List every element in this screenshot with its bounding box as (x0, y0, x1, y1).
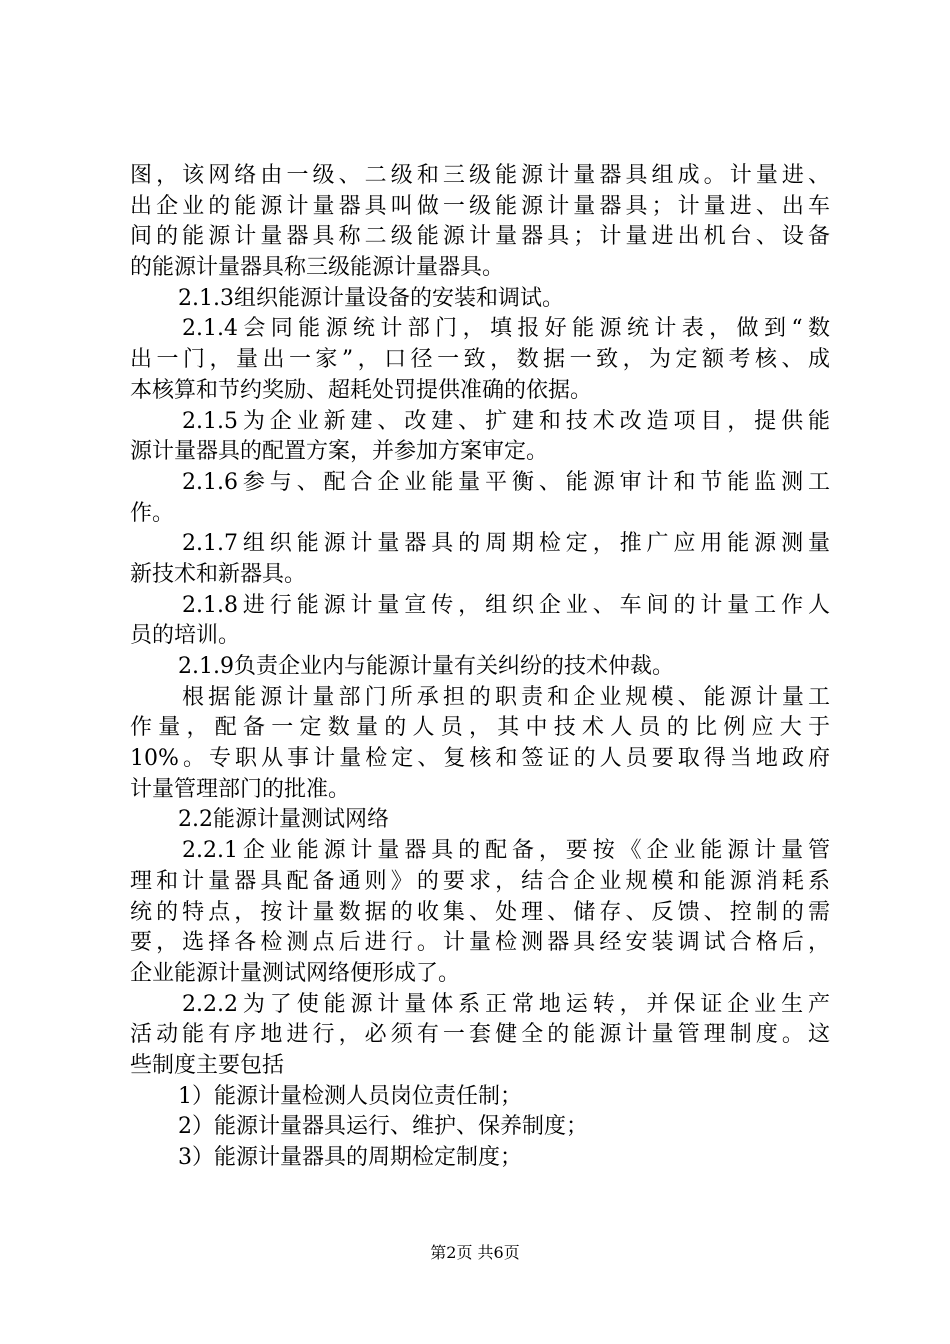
text-line: 出一门，量出一家”，口径一致，数据一致，为定额考核、成 (130, 347, 830, 373)
text-line: 2.1.7组织能源计量器具的周期检定，推广应用能源测量 (182, 531, 830, 557)
text-line: 要，选择各检测点后进行。计量检测器具经安装调试合格后， (130, 930, 830, 956)
text-line: 计量管理部门的批准。 (130, 776, 351, 802)
page-number-footer: 第2页 共6页 (430, 1243, 520, 1262)
text-line: 理和计量器具配备通则》的要求，结合企业规模和能源消耗系 (130, 868, 830, 894)
text-line: 2.1.9负责企业内与能源计量有关纠纷的技术仲裁。 (178, 654, 674, 679)
text-line: 根据能源计量部门所承担的职责和企业规模、能源计量工 (182, 684, 830, 710)
text-line: 活动能有序地进行，必须有一套健全的能源计量管理制度。这 (130, 1022, 830, 1048)
text-line: 作。 (130, 500, 175, 526)
text-line: 10%。专职从事计量检定、复核和签证的人员要取得当地政府 (130, 746, 830, 772)
text-line: 企业能源计量测试网络便形成了。 (130, 960, 461, 986)
text-line: 员的培训。 (130, 623, 241, 649)
text-line: 源计量器具的配置方案，并参加方案审定。 (130, 439, 549, 465)
list-item: 1）能源计量检测人员岗位责任制； (178, 1083, 522, 1109)
text-line: 些制度主要包括 (130, 1052, 285, 1078)
text-line: 本核算和节约奖励、超耗处罚提供准确的依据。 (130, 377, 593, 403)
text-line: 间的能源计量器具称二级能源计量器具；计量进出机台、设备 (130, 224, 830, 250)
text-line: 2.1.5为企业新建、改建、扩建和技术改造项目，提供能 (182, 408, 830, 434)
text-line: 2.1.8进行能源计量宣传，组织企业、车间的计量工作人 (182, 592, 830, 618)
document-body (130, 161, 830, 1174)
text-line: 2.1.6参与、配合企业能量平衡、能源审计和节能监测工 (182, 469, 830, 495)
text-line: 图，该网络由一级、二级和三级能源计量器具组成。计量进、 (130, 163, 830, 188)
text-line: 2.2.2为了使能源计量体系正常地运转，并保证企业生产 (182, 991, 830, 1017)
list-item: 2）能源计量器具运行、维护、保养制度； (178, 1114, 588, 1140)
text-line: 2.1.3组织能源计量设备的安装和调试。 (178, 285, 564, 311)
text-line: 作量，配备一定数量的人员，其中技术人员的比例应大于 (130, 715, 830, 741)
list-item: 3）能源计量器具的周期检定制度； (178, 1145, 522, 1170)
section-heading: 2.2能源计量测试网络 (178, 807, 389, 833)
text-line: 2.2.1企业能源计量器具的配备，要按《企业能源计量管 (182, 838, 830, 864)
text-line: 2.1.4会同能源统计部门，填报好能源统计表，做到“数 (182, 316, 830, 342)
text-line: 新技术和新器具。 (130, 561, 307, 587)
text-line: 出企业的能源计量器具叫做一级能源计量器具；计量进、出车 (130, 193, 830, 219)
text-line: 的能源计量器具称三级能源计量器具。 (130, 255, 505, 281)
text-line: 统的特点，按计量数据的收集、处理、储存、反馈、控制的需 (130, 899, 830, 925)
